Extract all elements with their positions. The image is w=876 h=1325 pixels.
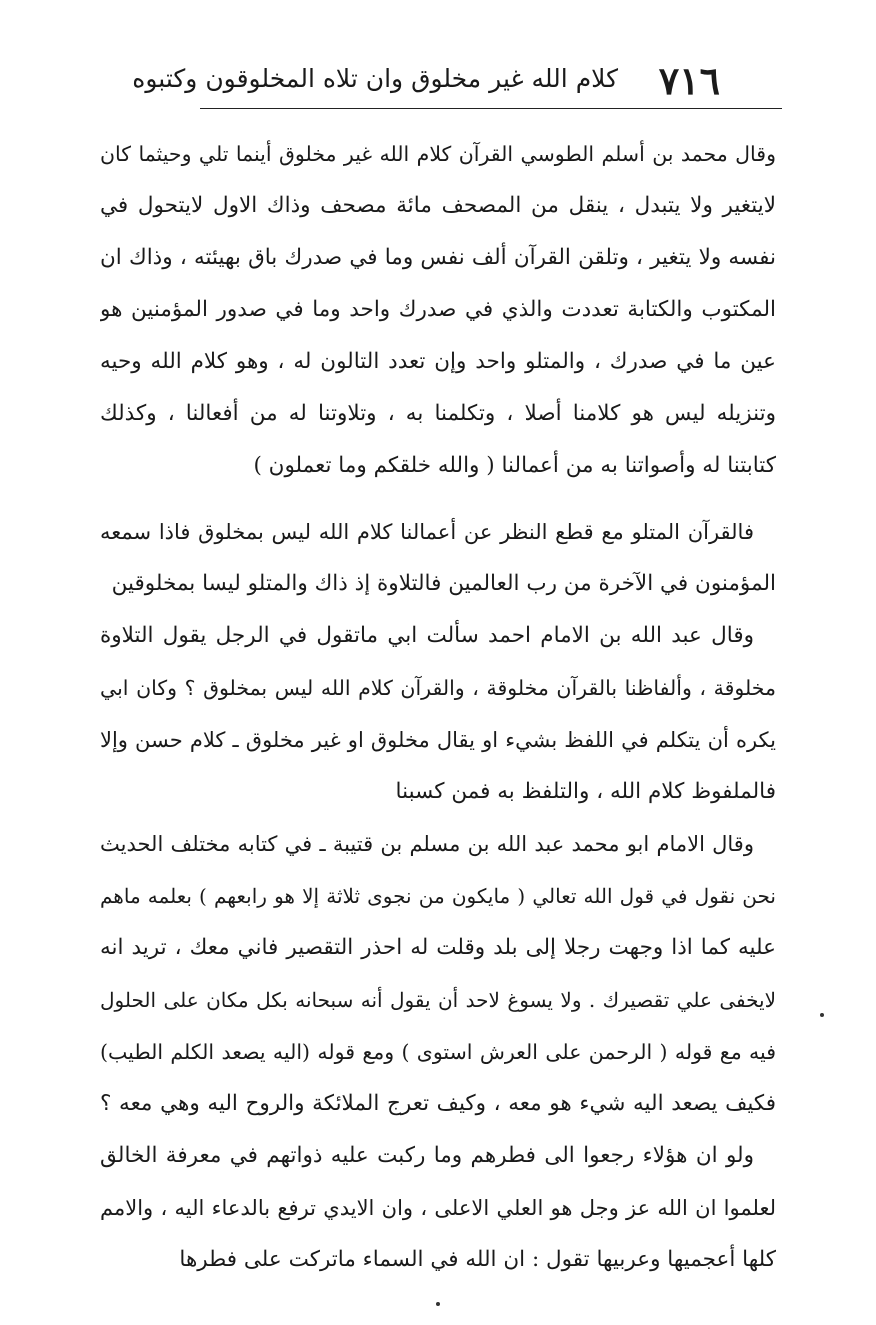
- paragraph-5: [100, 1130, 776, 1286]
- page-number: ٧١٦: [658, 58, 720, 103]
- text-line: كلها أعجميها وعربيها تقول : ان الله في السماء ماتركت على فطرها: [179, 1247, 776, 1272]
- text-line: نفسه ولا يتغير ، وتلقن القرآن ألف نفس وما في صدرك باق بهيئته ، وذاك ان: [100, 245, 776, 270]
- text-line: لايتغير ولا يتبدل ، ينقل من المصحف مائة مصحف وذاك الاول لايتحول في: [100, 193, 776, 218]
- paragraph-2: [100, 506, 776, 610]
- text-line: المكتوب والكتابة تعددت والذي في صدرك واحد وما في صدور المؤمنين هو: [100, 297, 776, 322]
- scan-speck: [820, 1013, 824, 1017]
- text-line: فيه مع قوله ( الرحمن على العرش استوى ) ومع قوله (اليه يصعد الكلم الطيب): [100, 1040, 776, 1064]
- text-line: عليه كما اذا وجهت رجلا إلى بلد وقلت له احذر التقصير فاني معك ، تريد انه: [100, 935, 776, 960]
- text-line: المؤمنون في الآخرة من رب العالمين فالتلاوة إذ ذاك والمتلو ليسا بمخلوقين: [111, 571, 776, 596]
- text-line: كتابتنا له وأصواتنا به من أعمالنا ( والله خلقكم وما تعملون ): [253, 453, 776, 478]
- text-line: وقال عبد الله بن الامام احمد سألت ابي ماتقول في الرجل يقول التلاوة: [100, 623, 754, 648]
- text-line: لعلموا ان الله عز وجل هو العلي الاعلى ، وان الايدي ترفع بالدعاء اليه ، والامم: [100, 1196, 776, 1220]
- text-line: وقال محمد بن أسلم الطوسي القرآن كلام الله غير مخلوق أينما تلي وحيثما كان: [100, 142, 776, 166]
- text-line: عين ما في صدرك ، والمتلو واحد وإن تعدد التالون له ، وهو كلام الله وحيه: [100, 349, 776, 374]
- text-line: فالملفوظ كلام الله ، والتلفظ به فمن كسبنا: [395, 779, 776, 804]
- text-line: فكيف يصعد اليه شيء هو معه ، وكيف تعرج الملائكة والروح اليه وهي معه ؟: [100, 1091, 776, 1116]
- text-line: مخلوقة ، وألفاظنا بالقرآن مخلوقة ، والقرآن كلام الله ليس بمخلوق ؟ وكان ابي: [100, 676, 776, 700]
- paragraph-3: [100, 610, 776, 818]
- header-rule: [200, 108, 782, 109]
- paragraph-4: [100, 818, 776, 1130]
- text-line: ولو ان هؤلاء رجعوا الى فطرهم وما ركبت عليه ذواتهم في معرفة الخالق: [100, 1143, 754, 1168]
- text-line: وتنزيله ليس هو كلامنا أصلا ، وتكلمنا به ، وتلاوتنا له من أفعالنا ، وكذلك: [100, 401, 776, 426]
- text-line: لايخفى علي تقصيرك . ولا يسوغ لاحد أن يقول أنه سبحانه بكل مكان على الحلول: [100, 988, 776, 1012]
- running-title: كلام الله غير مخلوق وان تلاه المخلوقون وكتبوه: [132, 64, 618, 93]
- body-text: [100, 128, 776, 1286]
- paragraph-1: [100, 128, 776, 492]
- text-line: فالقرآن المتلو مع قطع النظر عن أعمالنا كلام الله ليس بمخلوق فاذا سمعه: [100, 520, 754, 544]
- text-line: يكره أن يتكلم في اللفظ بشيء او يقال مخلوق او غير مخلوق ـ كلام حسن وإلا: [100, 728, 776, 752]
- scan-speck: [436, 1302, 440, 1306]
- text-line: نحن نقول في قول الله تعالي ( مايكون من نجوى ثلاثة إلا هو رابعهم ) بعلمه ماهم: [100, 884, 776, 908]
- page-header: [132, 58, 730, 104]
- text-line: وقال الامام ابو محمد عبد الله بن مسلم بن قتيبة ـ في كتابه مختلف الحديث: [100, 832, 754, 856]
